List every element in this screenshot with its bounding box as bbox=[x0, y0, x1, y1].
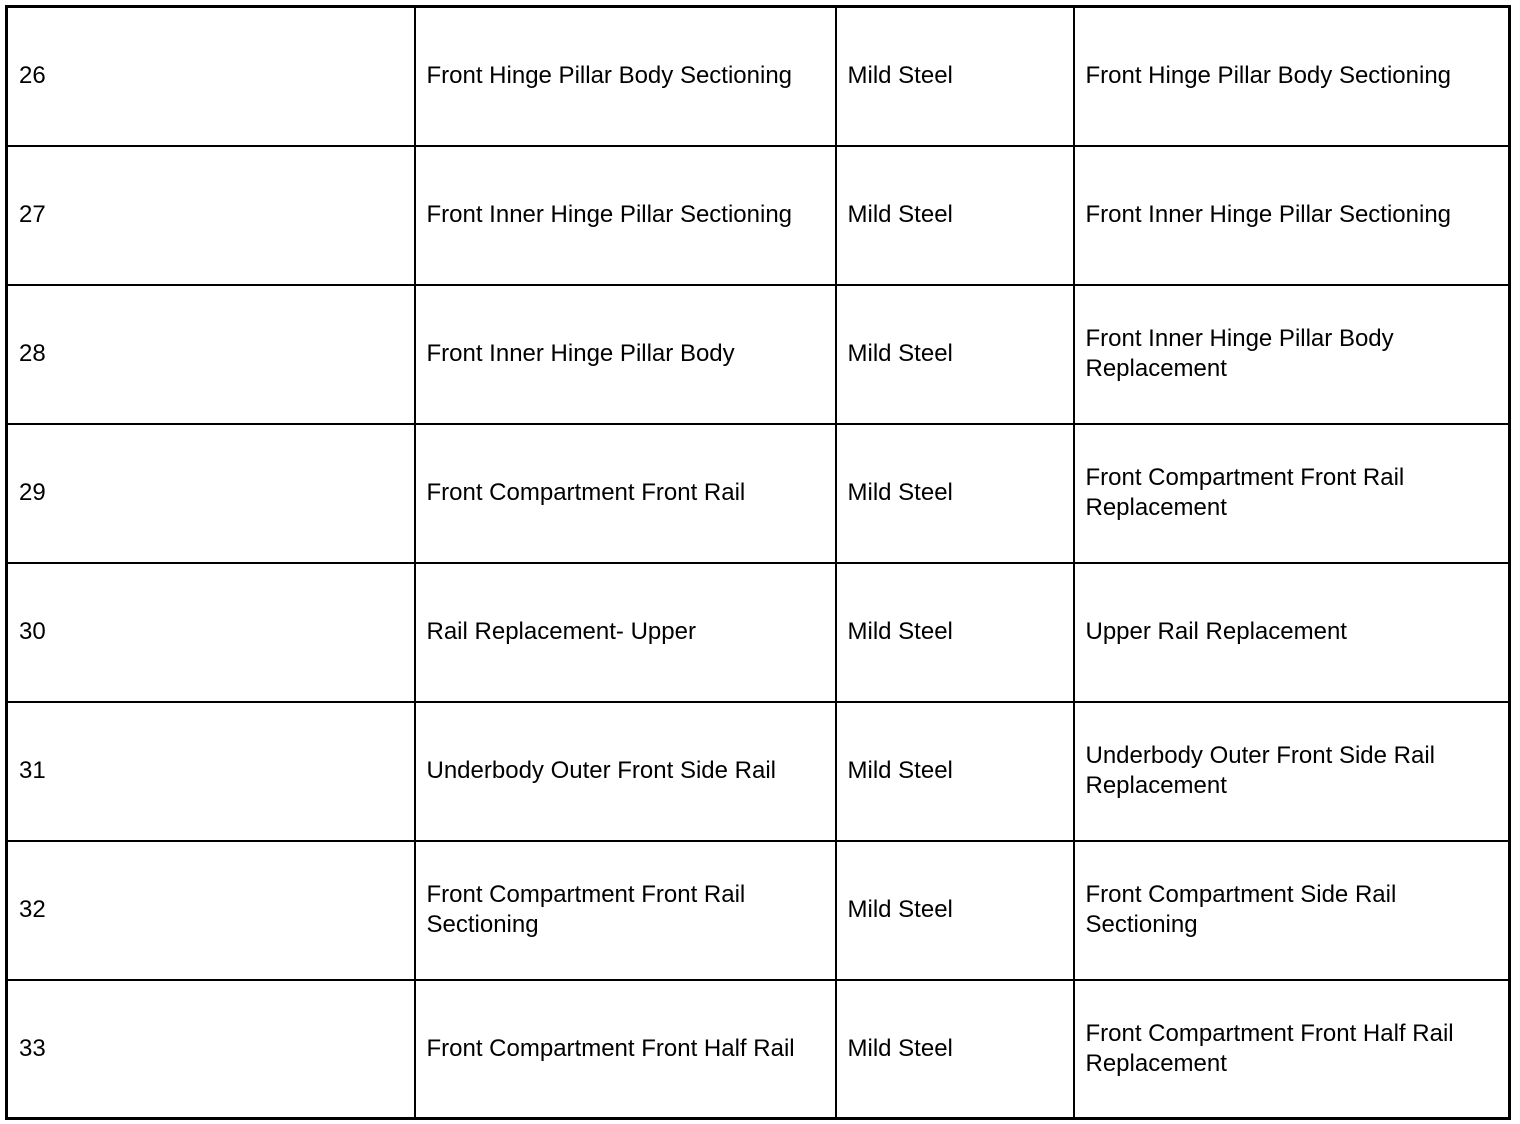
table-row bbox=[7, 563, 1510, 702]
cell-procedure: Front Inner Hinge Pillar Sectioning bbox=[1074, 146, 1510, 285]
table-row bbox=[7, 980, 1510, 1119]
cell-description: Rail Replacement- Upper bbox=[415, 563, 836, 702]
cell-description: Front Inner Hinge Pillar Sectioning bbox=[415, 146, 836, 285]
cell-description: Front Hinge Pillar Body Sectioning bbox=[415, 7, 836, 146]
cell-number: 28 bbox=[7, 285, 415, 424]
cell-description: Front Inner Hinge Pillar Body bbox=[415, 285, 836, 424]
parts-table bbox=[5, 5, 1511, 1120]
cell-procedure: Front Compartment Front Half Rail Replacement bbox=[1074, 980, 1510, 1119]
cell-number: 33 bbox=[7, 980, 415, 1119]
cell-procedure: Underbody Outer Front Side Rail Replacement bbox=[1074, 702, 1510, 841]
cell-procedure: Front Hinge Pillar Body Sectioning bbox=[1074, 7, 1510, 146]
cell-material: Mild Steel bbox=[836, 980, 1074, 1119]
cell-number: 32 bbox=[7, 841, 415, 980]
cell-description: Front Compartment Front Half Rail bbox=[415, 980, 836, 1119]
cell-material: Mild Steel bbox=[836, 424, 1074, 563]
cell-material: Mild Steel bbox=[836, 841, 1074, 980]
cell-number: 26 bbox=[7, 7, 415, 146]
cell-number: 31 bbox=[7, 702, 415, 841]
cell-procedure: Front Inner Hinge Pillar Body Replacement bbox=[1074, 285, 1510, 424]
cell-material: Mild Steel bbox=[836, 563, 1074, 702]
cell-number: 27 bbox=[7, 146, 415, 285]
table-row bbox=[7, 285, 1510, 424]
table-row bbox=[7, 7, 1510, 146]
cell-number: 30 bbox=[7, 563, 415, 702]
cell-procedure: Front Compartment Side Rail Sectioning bbox=[1074, 841, 1510, 980]
cell-procedure: Upper Rail Replacement bbox=[1074, 563, 1510, 702]
cell-description: Front Compartment Front Rail bbox=[415, 424, 836, 563]
cell-procedure: Front Compartment Front Rail Replacement bbox=[1074, 424, 1510, 563]
cell-material: Mild Steel bbox=[836, 146, 1074, 285]
cell-number: 29 bbox=[7, 424, 415, 563]
table-row bbox=[7, 702, 1510, 841]
table-row bbox=[7, 424, 1510, 563]
table-row bbox=[7, 146, 1510, 285]
table-row bbox=[7, 841, 1510, 980]
cell-material: Mild Steel bbox=[836, 702, 1074, 841]
cell-material: Mild Steel bbox=[836, 285, 1074, 424]
cell-material: Mild Steel bbox=[836, 7, 1074, 146]
cell-description: Underbody Outer Front Side Rail bbox=[415, 702, 836, 841]
cell-description: Front Compartment Front Rail Sectioning bbox=[415, 841, 836, 980]
